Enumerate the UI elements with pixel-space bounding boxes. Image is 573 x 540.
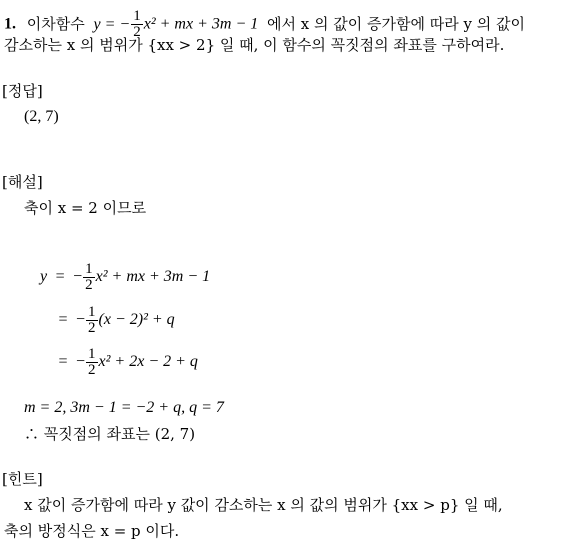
solution-result-2: ∴ 꼭짓점의 좌표는 (2, 7) xyxy=(24,425,196,443)
fraction-numerator: 1 xyxy=(88,304,96,320)
question-number: 1. xyxy=(4,15,16,33)
hint-line-2: 축의 방정식은 x = p 이다. xyxy=(4,522,180,540)
fraction-denominator: 2 xyxy=(133,24,141,40)
solution-axis-line: 축이 x = 2 이므로 xyxy=(24,199,147,217)
solution-result-1: m = 2, 3m − 1 = −2 + q, q = 7 xyxy=(24,399,224,416)
function-rest: x² + mx + 3m − 1 xyxy=(143,15,259,33)
equation-1-fraction xyxy=(83,262,95,293)
function-lhs: y = − xyxy=(93,15,131,33)
fraction-numerator: 1 xyxy=(88,346,96,362)
equation-2-pre: − xyxy=(76,311,86,329)
fraction-denominator: 2 xyxy=(88,362,96,378)
equation-lhs: y xyxy=(40,268,48,286)
equation-1-pre: − xyxy=(73,268,83,286)
equation-3-post: x² + 2x − 2 + q xyxy=(98,353,198,371)
equation-line-3: = − $\frac{1}{2}$ x² + 2x − 2 + q xyxy=(58,346,198,378)
answer-header: [정답] xyxy=(2,82,43,100)
equation-3-fraction xyxy=(86,347,98,378)
question-tail-text: 에서 x 의 값이 증가함에 따라 y 의 값이 xyxy=(267,14,525,33)
answer-value: (2, 7) xyxy=(24,108,59,125)
question-lead-text: 이차함수 xyxy=(26,14,85,33)
equation-3-pre: − xyxy=(76,353,86,371)
fraction-numerator: 1 xyxy=(85,261,93,277)
equation-2-post: (x − 2)² + q xyxy=(98,311,175,329)
hint-header: [힌트] xyxy=(2,470,43,488)
fraction-denominator: 2 xyxy=(85,277,93,293)
fraction-numerator: 1 xyxy=(133,8,141,24)
fraction-denominator: 2 xyxy=(88,320,96,336)
question-line-2: 감소하는 x 의 범위가 {xx > 2} 일 때, 이 함수의 꼭짓점의 좌표를 구하여라. xyxy=(4,36,505,54)
equation-line-2: = − $\frac{1}{2}$ (x − 2)² + q xyxy=(58,304,175,336)
hint-line-1: x 값이 증가함에 따라 y 값이 감소하는 x 의 값의 범위가 {xx > p} 일 때, xyxy=(24,496,503,514)
equation-2-fraction xyxy=(86,305,98,336)
equation-line-1: y = − $\frac{1}{2}$ x² + mx + 3m − 1 xyxy=(40,261,211,293)
equation-1-post: x² + mx + 3m − 1 xyxy=(95,268,211,286)
solution-header: [해설] xyxy=(2,173,43,191)
